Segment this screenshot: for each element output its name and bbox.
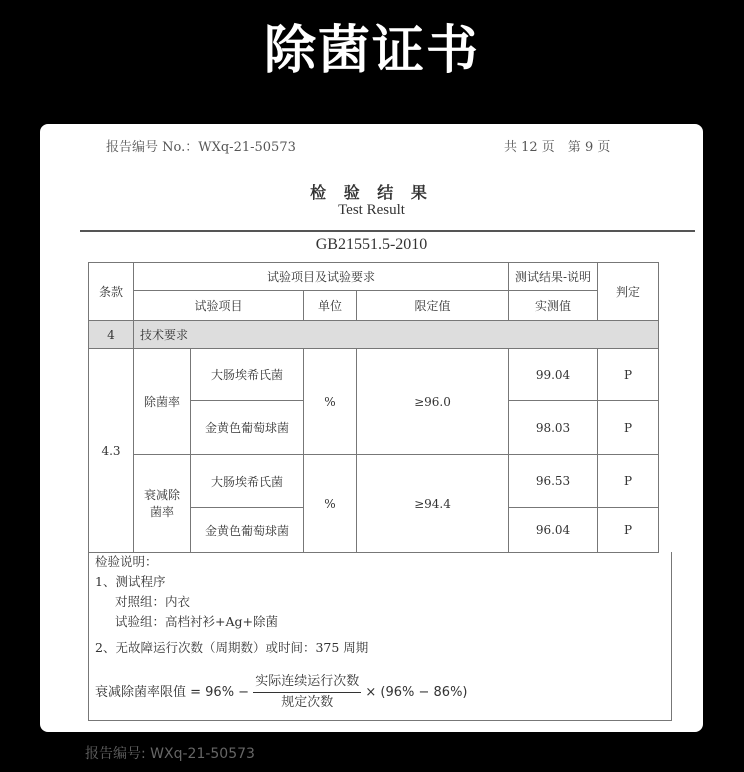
measured-value: 96.04: [509, 508, 598, 553]
formula: [95, 672, 665, 713]
item: 金黄色葡萄球菌: [191, 508, 304, 553]
measured-value: 98.03: [509, 401, 598, 455]
verdict: P: [598, 401, 659, 455]
group-name: 衰减除菌率: [134, 455, 191, 553]
measured-value: 96.53: [509, 455, 598, 508]
result-table: [88, 262, 659, 553]
page-title: 除菌证书: [263, 21, 480, 81]
verdict: P: [598, 349, 659, 401]
measured-value: 99.04: [509, 349, 598, 401]
divider: [80, 230, 695, 232]
formula-right: × (96% − 86%): [365, 685, 468, 700]
unit: %: [304, 455, 357, 553]
page-info: 共 12 页 第 9 页: [504, 140, 611, 155]
verdict: P: [598, 455, 659, 508]
section-clause: 4: [89, 321, 134, 349]
standard-code: GB21551.5-2010: [315, 236, 428, 253]
item: 金黄色葡萄球菌: [191, 401, 304, 455]
formula-denominator: 规定次数: [281, 695, 334, 710]
item: 大肠埃希氏菌: [191, 455, 304, 508]
certificate-document: [40, 124, 703, 732]
formula-numerator: 实际连续运行次数: [253, 672, 361, 693]
header-item: 试验项目: [134, 291, 304, 321]
notes-title: 检验说明：: [95, 554, 158, 569]
limit: ≥94.4: [357, 455, 509, 553]
formula-fraction: [253, 672, 361, 713]
section-label: 技术要求: [134, 321, 659, 349]
test-group: 试验组：高档衬衫+Ag+除菌: [115, 614, 278, 629]
header-measured: 实测值: [509, 291, 598, 321]
report-number: 报告编号 No.：WXq-21-50573: [106, 140, 296, 155]
header-clause: 条款: [89, 263, 134, 321]
note-1: 1、测试程序: [95, 574, 166, 589]
group-name: 除菌率: [134, 349, 191, 455]
formula-left: 衰减除菌率限值 = 96% −: [95, 685, 250, 700]
item: 大肠埃希氏菌: [191, 349, 304, 401]
test-notes: [88, 552, 672, 721]
header-result-desc: 测试结果-说明: [509, 263, 598, 291]
heading-cn: 检 验 结 果: [310, 183, 433, 202]
limit: ≥96.0: [357, 349, 509, 455]
header-unit: 单位: [304, 291, 357, 321]
note-2: 2、无故障运行次数（周期数）或时间：375 周期: [95, 640, 369, 655]
header-limit: 限定值: [357, 291, 509, 321]
header-verdict: 判定: [598, 263, 659, 321]
unit: %: [304, 349, 357, 455]
control-group: 对照组：内衣: [115, 594, 191, 609]
heading-en: Test Result: [338, 202, 405, 218]
clause-4-3: 4.3: [89, 349, 134, 553]
verdict: P: [598, 508, 659, 553]
header-items-req: 试验项目及试验要求: [134, 263, 509, 291]
caption: 报告编号: WXq-21-50573: [85, 746, 255, 762]
